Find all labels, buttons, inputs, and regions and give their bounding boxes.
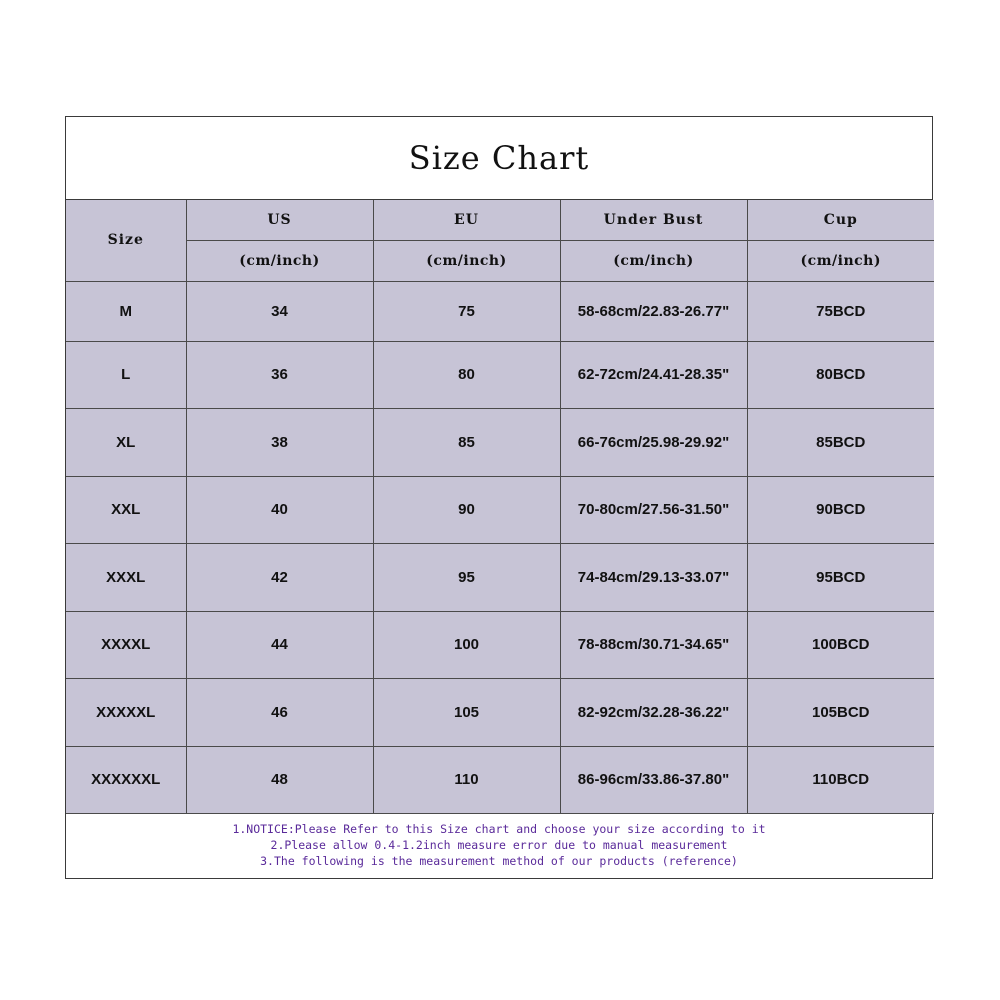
- cell-size: L: [66, 341, 186, 408]
- cell-under-bust: 58-68cm/22.83-26.77": [560, 281, 747, 341]
- page-title: Size Chart: [66, 117, 932, 200]
- cell-size: XXXXXL: [66, 678, 186, 746]
- cell-size: XL: [66, 408, 186, 476]
- cell-size: M: [66, 281, 186, 341]
- cell-us: 36: [186, 341, 373, 408]
- table-row: [66, 543, 934, 611]
- header-under-bust: Under Bust: [560, 200, 747, 240]
- unit-cup: (cm/inch): [747, 240, 934, 281]
- cell-us: 42: [186, 543, 373, 611]
- cell-under-bust: 66-76cm/25.98-29.92": [560, 408, 747, 476]
- cell-eu: 75: [373, 281, 560, 341]
- header-cup: Cup: [747, 200, 934, 240]
- table-row: [66, 341, 934, 408]
- header-row: [66, 200, 934, 240]
- cell-eu: 105: [373, 678, 560, 746]
- table-row: [66, 746, 934, 813]
- unit-row: [66, 240, 934, 281]
- cell-us: 34: [186, 281, 373, 341]
- cell-size: XXXXL: [66, 611, 186, 678]
- table-row: [66, 611, 934, 678]
- cell-under-bust: 78-88cm/30.71-34.65": [560, 611, 747, 678]
- size-table: [66, 200, 934, 814]
- table-row: [66, 476, 934, 543]
- cell-eu: 85: [373, 408, 560, 476]
- table-row: [66, 408, 934, 476]
- note-line: 3.The following is the measurement method of our products (reference): [260, 854, 738, 868]
- cell-size: XXL: [66, 476, 186, 543]
- cell-cup: 85BCD: [747, 408, 934, 476]
- cell-cup: 105BCD: [747, 678, 934, 746]
- unit-under-bust: (cm/inch): [560, 240, 747, 281]
- size-chart-frame: [65, 116, 933, 879]
- cell-cup: 90BCD: [747, 476, 934, 543]
- note-line: 1.NOTICE:Please Refer to this Size chart and choose your size according to it: [232, 822, 766, 836]
- cell-cup: 110BCD: [747, 746, 934, 813]
- header-us: US: [186, 200, 373, 240]
- cell-cup: 100BCD: [747, 611, 934, 678]
- cell-size: XXXL: [66, 543, 186, 611]
- cell-under-bust: 82-92cm/32.28-36.22": [560, 678, 747, 746]
- cell-under-bust: 74-84cm/29.13-33.07": [560, 543, 747, 611]
- cell-cup: 95BCD: [747, 543, 934, 611]
- cell-us: 38: [186, 408, 373, 476]
- cell-eu: 90: [373, 476, 560, 543]
- table-row: [66, 678, 934, 746]
- notice-notes: [66, 813, 932, 877]
- cell-under-bust: 70-80cm/27.56-31.50": [560, 476, 747, 543]
- header-size: Size: [66, 200, 186, 281]
- cell-us: 40: [186, 476, 373, 543]
- cell-eu: 80: [373, 341, 560, 408]
- cell-cup: 80BCD: [747, 341, 934, 408]
- cell-under-bust: 86-96cm/33.86-37.80": [560, 746, 747, 813]
- cell-cup: 75BCD: [747, 281, 934, 341]
- unit-us: (cm/inch): [186, 240, 373, 281]
- cell-us: 46: [186, 678, 373, 746]
- cell-eu: 100: [373, 611, 560, 678]
- note-line: 2.Please allow 0.4-1.2inch measure error due to manual measurement: [270, 838, 728, 852]
- cell-us: 44: [186, 611, 373, 678]
- header-eu: EU: [373, 200, 560, 240]
- unit-eu: (cm/inch): [373, 240, 560, 281]
- cell-under-bust: 62-72cm/24.41-28.35": [560, 341, 747, 408]
- table-row: [66, 281, 934, 341]
- cell-eu: 110: [373, 746, 560, 813]
- cell-us: 48: [186, 746, 373, 813]
- cell-eu: 95: [373, 543, 560, 611]
- cell-size: XXXXXXL: [66, 746, 186, 813]
